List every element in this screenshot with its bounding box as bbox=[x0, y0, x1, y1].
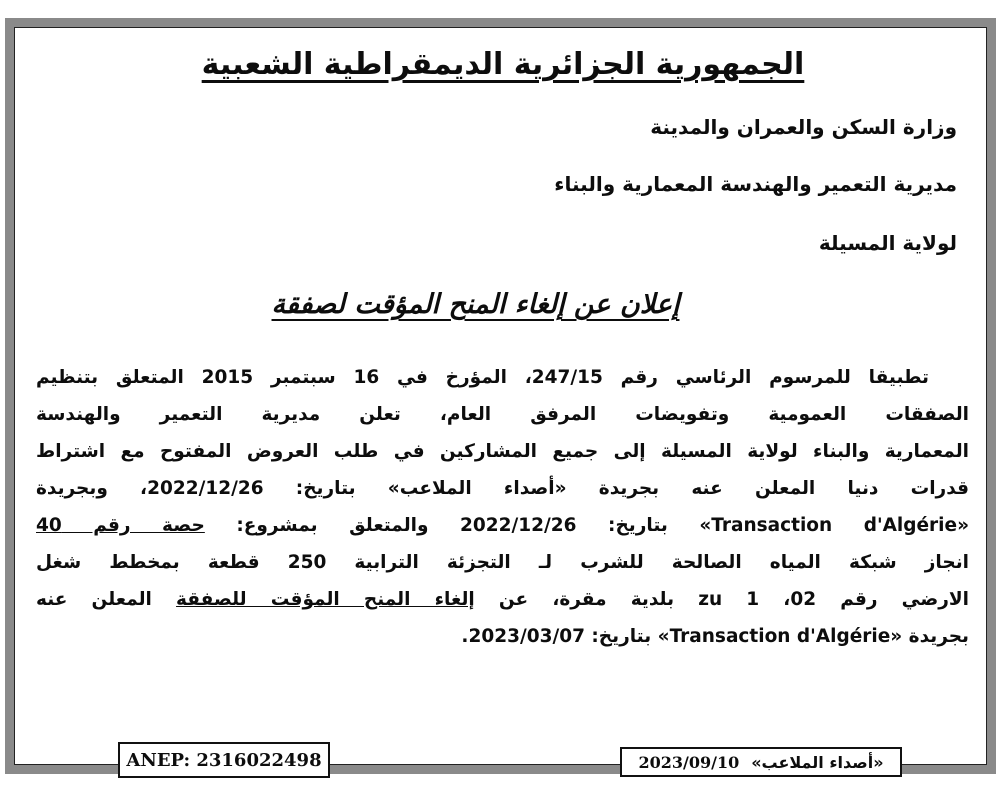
republic-heading: الجمهورية الجزائرية الديمقراطية الشعبية bbox=[201, 47, 805, 82]
publication-date: 2023/09/10 bbox=[638, 752, 740, 772]
notice-frame bbox=[5, 18, 996, 774]
announcement-body bbox=[36, 359, 969, 655]
body-line: المعمارية والبناء لولاية المسيلة إلى جميع المشاركين في طلب العروض المفتوح مع اشتراط bbox=[36, 441, 969, 462]
anep-reference-box: ANEP: 2316022498 bbox=[118, 742, 330, 778]
body-line bbox=[36, 581, 969, 618]
publication-reference-box bbox=[620, 747, 902, 777]
body-line: تطبيقا للمرسوم الرئاسي رقم 247/15، المؤرخ في 16 سبتمبر 2015 المتعلق بتنظيم bbox=[36, 367, 930, 388]
wilaya-line: لولاية المسيلة bbox=[818, 231, 957, 255]
ministry-line: وزارة السكن والعمران والمدينة bbox=[650, 115, 957, 139]
lot-number: حصة رقم 40 bbox=[36, 515, 205, 536]
body-line: الصفقات العمومية وتفويضات المرفق العام، تعلن مديرية التعمير والهندسة bbox=[36, 404, 969, 425]
newspaper-name: «أصداء الملاعب» bbox=[751, 752, 884, 772]
directorate-line: مديرية التعمير والهندسة المعمارية والبناء bbox=[554, 172, 957, 196]
body-line: بجريدة «Transaction d'Algérie» بتاريخ: 2023/03/07. bbox=[461, 626, 969, 647]
body-text-fragment: «Transaction d'Algérie» بتاريخ: 2022/12/26 والمتعلق بمشروع: bbox=[204, 515, 970, 536]
announcement-title: إعلان عن إلغاء المنح المؤقت لصفقة bbox=[271, 289, 680, 320]
body-line: قدرات دنيا المعلن عنه بجريدة «أصداء الملاعب» بتاريخ: 2022/12/26، وبجريدة bbox=[36, 478, 970, 499]
cancellation-phrase: إلغاء المنح المؤقت للصفقة bbox=[176, 589, 475, 610]
body-line bbox=[36, 507, 969, 544]
body-line: انجاز شبكة المياه الصالحة للشرب لـ التجزئة الترابية 250 قطعة بمخطط شغل bbox=[36, 552, 969, 573]
body-text-fragment: المعلن عنه bbox=[36, 589, 177, 610]
body-text-fragment: الارضي رقم 02، zu 1 بلدية مقرة، عن bbox=[474, 589, 969, 610]
